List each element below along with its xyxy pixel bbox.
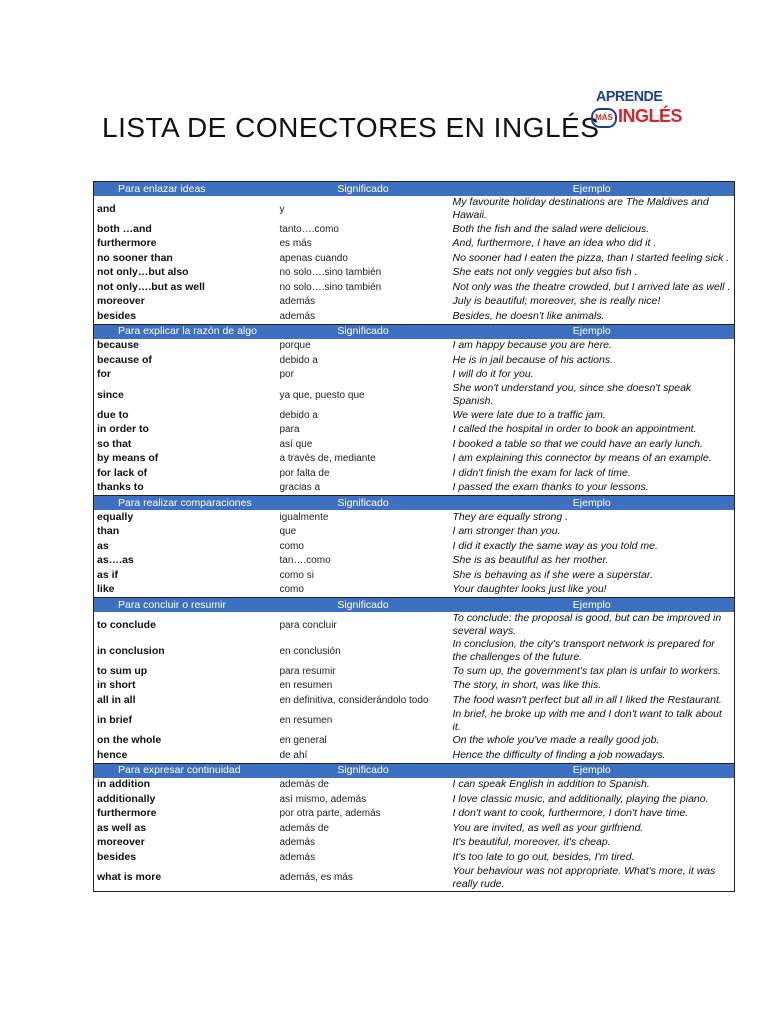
connector-meaning: como <box>279 584 304 596</box>
connector-row <box>94 807 735 822</box>
connector-term: for <box>97 368 111 381</box>
page-title: LISTA DE CONECTORES EN INGLÉS <box>102 112 600 143</box>
example-column-header: Ejemplo <box>450 598 735 613</box>
connector-row <box>94 525 735 540</box>
connector-meaning: no solo….sino también <box>279 281 382 293</box>
connector-example: She won't understand you, since she doesn't speak Spanish. <box>452 382 692 407</box>
connector-row <box>94 693 735 708</box>
connector-meaning: tanto….como <box>279 223 339 235</box>
connector-example: I booked a table so that we could have an early lunch. <box>452 437 703 450</box>
connector-example: I will do it for you. <box>452 368 534 381</box>
connector-row <box>94 778 735 793</box>
connector-term: as <box>97 539 109 552</box>
connector-meaning: y <box>279 203 285 215</box>
logo-line-2: INGLÉS <box>618 106 683 126</box>
connector-meaning: además <box>279 310 316 322</box>
connector-example: I can speak English in addition to Spanish. <box>452 778 650 791</box>
connector-example: To sum up, the government's tax plan is unfair to workers. <box>452 664 721 677</box>
connector-example: I didn't finish the exam for lack of time. <box>452 466 631 479</box>
connector-meaning: además de <box>279 779 329 791</box>
connector-example: She is behaving as if she were a superstar. <box>452 568 653 581</box>
connector-term: moreover <box>97 295 145 308</box>
brand-logo <box>590 88 683 138</box>
connector-term: no sooner than <box>97 251 173 264</box>
connector-example: It's beautiful, moreover, it's cheap. <box>452 836 611 849</box>
connector-example: July is beautiful; moreover, she is really nice! <box>452 295 661 308</box>
connector-term: not only…but also <box>97 266 189 279</box>
section-title: Para expresar continuidad <box>94 763 277 778</box>
connector-term: in short <box>97 679 136 692</box>
connector-meaning: así mismo, además <box>279 793 367 805</box>
connector-term: to conclude <box>97 618 156 631</box>
connector-row <box>94 423 735 438</box>
connector-meaning: en definitiva, considerándolo todo <box>279 694 429 706</box>
connector-meaning: gracias a <box>279 482 321 494</box>
connector-meaning: no solo….sino también <box>279 267 382 279</box>
connector-row <box>94 466 735 481</box>
connector-row <box>94 539 735 554</box>
connector-example: They are equally strong . <box>452 510 569 523</box>
connector-example: In brief, he broke up with me and I don't want to talk about it. <box>452 707 722 733</box>
connector-meaning: para concluir <box>279 619 337 631</box>
section-header <box>94 598 735 613</box>
logo-line-1: APRENDE <box>596 88 663 105</box>
connector-row <box>94 679 735 694</box>
connector-term: in brief <box>97 714 133 726</box>
connector-example: He is in jail because of his actions. <box>452 353 613 366</box>
meaning-column-header: Significado <box>277 598 450 613</box>
connector-meaning: igualmente <box>279 511 329 523</box>
connector-term: like <box>97 583 115 596</box>
connector-row <box>94 481 735 496</box>
section-title: Para enlazar ideas <box>94 182 277 197</box>
connector-meaning: por otra parte, además <box>279 808 381 820</box>
connector-term: for lack of <box>97 466 148 479</box>
connector-meaning: además, es más <box>277 865 450 892</box>
connector-meaning: porque <box>279 340 311 352</box>
connector-meaning: además de <box>279 822 329 834</box>
connector-meaning: además <box>279 837 316 849</box>
connector-meaning: que <box>279 526 297 538</box>
connector-term: besides <box>97 309 137 322</box>
connector-meaning: además <box>279 296 316 308</box>
connector-row <box>94 510 735 525</box>
connector-example: Your behaviour was not appropriate. What's more, it was really rude. <box>450 865 735 892</box>
connector-row <box>94 748 735 763</box>
connector-meaning: en resumen <box>279 715 333 726</box>
connector-row <box>94 568 735 583</box>
connector-term: what is more <box>94 865 277 892</box>
connector-example: You are invited, as well as your girlfriend. <box>452 821 644 834</box>
connector-term: because of <box>97 353 152 366</box>
connector-example: I did it exactly the same way as you told me. <box>452 539 658 552</box>
connector-row <box>94 821 735 836</box>
connector-example: I don't want to cook, furthermore, I don't have time. <box>452 807 689 820</box>
connector-example: I called the hospital in order to book an appointment. <box>452 423 697 436</box>
connector-example: I am explaining this connector by means of an example. <box>452 452 712 465</box>
connector-term: due to <box>97 408 129 421</box>
connector-term: thanks to <box>97 481 144 494</box>
connector-meaning: por <box>279 369 294 381</box>
connector-meaning: en resumen <box>279 680 333 692</box>
connector-meaning: ya que, puesto que <box>279 389 365 401</box>
connector-row <box>94 353 735 368</box>
connector-row <box>94 554 735 569</box>
connector-example: On the whole you've made a really good job. <box>452 734 660 747</box>
connector-meaning: así que <box>279 438 313 450</box>
connector-row <box>94 836 735 851</box>
connector-term: furthermore <box>97 237 157 250</box>
connector-term: besides <box>97 850 137 863</box>
connector-example: I love classic music, and additionally, playing the piano. <box>452 792 709 805</box>
connector-term: as well as <box>97 821 147 834</box>
connector-term: since <box>97 388 124 401</box>
example-column-header: Ejemplo <box>450 324 735 339</box>
connector-term: because <box>97 339 140 352</box>
connector-term: as if <box>97 568 119 581</box>
connector-example: Your daughter looks just like you! <box>452 583 607 596</box>
connector-term: as….as <box>97 554 134 567</box>
connector-example: To conclude: the proposal is good, but can be improved in several ways. <box>452 612 722 637</box>
connector-row <box>94 237 735 252</box>
connector-example: Both the fish and the salad were delicious. <box>452 222 650 235</box>
connector-term: not only….but as well <box>97 280 205 293</box>
connector-row <box>94 437 735 452</box>
connector-row <box>94 583 735 598</box>
connector-row <box>94 309 735 324</box>
connector-term: than <box>97 525 120 538</box>
connector-row <box>94 280 735 295</box>
section-header <box>94 496 735 511</box>
connector-row <box>94 708 735 734</box>
connector-term: and <box>97 202 116 215</box>
connector-row <box>94 251 735 266</box>
connector-meaning: para <box>279 424 300 436</box>
connector-meaning: para resumir <box>279 665 336 677</box>
connector-example: No sooner had I eaten the pizza, than I started feeling sick . <box>452 251 730 264</box>
connector-example: And, furthermore, I have an idea who did it . <box>452 237 657 250</box>
section-title: Para concluir o resumir <box>94 598 277 613</box>
connector-row <box>94 408 735 423</box>
connectors-table <box>93 181 735 892</box>
section-title: Para explicar la razón de algo <box>94 324 277 339</box>
connector-term: both …and <box>97 222 152 235</box>
connector-meaning: en general <box>279 735 327 747</box>
connector-example: I am stronger than you. <box>452 525 561 538</box>
section-title: Para realizar comparaciones <box>94 496 277 511</box>
connector-term: furthermore <box>97 807 157 820</box>
connector-row <box>94 664 735 679</box>
connector-row <box>94 339 735 354</box>
connector-example: I am happy because you are here. <box>452 339 612 352</box>
connector-example: My favourite holiday destinations are The Maldives and Hawaii. <box>452 196 709 221</box>
connector-term: moreover <box>97 836 145 849</box>
connector-example: I passed the exam thanks to your lessons. <box>452 481 649 494</box>
connector-row <box>94 266 735 281</box>
connector-row <box>94 368 735 383</box>
connector-example: In conclusion, the city's transport network is prepared for the challenges of the future. <box>452 638 715 663</box>
connector-term: so that <box>97 437 132 450</box>
meaning-column-header: Significado <box>277 182 450 197</box>
connector-meaning: debido a <box>279 409 318 421</box>
connector-term: in conclusion <box>97 644 165 657</box>
connector-row <box>94 222 735 237</box>
connector-example: The story, in short, was like this. <box>452 679 602 692</box>
connector-meaning: por falta de <box>279 467 330 479</box>
logo-speech-bubble: MÁS <box>591 108 617 128</box>
connector-term: hence <box>97 748 128 761</box>
connector-term: on the whole <box>97 734 162 747</box>
example-column-header: Ejemplo <box>450 763 735 778</box>
connector-meaning: apenas cuando <box>279 252 348 264</box>
section-header <box>94 182 735 197</box>
connector-meaning: de ahí <box>279 749 308 761</box>
section-header <box>94 763 735 778</box>
connector-example: Hence the difficulty of finding a job nowadays. <box>452 748 666 761</box>
connector-term: additionally <box>97 792 156 805</box>
connector-term: in order to <box>97 423 149 436</box>
connector-row <box>94 382 735 408</box>
connector-row <box>94 734 735 749</box>
connector-row <box>94 865 735 892</box>
connector-row <box>94 612 735 638</box>
connector-row <box>94 850 735 865</box>
connector-term: to sum up <box>97 664 148 677</box>
connector-term: by means of <box>97 452 159 465</box>
meaning-column-header: Significado <box>277 324 450 339</box>
connector-meaning: como si <box>279 569 314 581</box>
connector-meaning: en conclusión <box>279 645 341 657</box>
connector-example: The food wasn't perfect but all in all I liked the Restaurant. <box>452 693 722 706</box>
connector-meaning: tan….como <box>279 555 331 567</box>
connector-row <box>94 452 735 467</box>
example-column-header: Ejemplo <box>450 182 735 197</box>
connector-example: Besides, he doesn't like animals. <box>452 309 605 322</box>
connector-term: equally <box>97 510 134 523</box>
connector-example: She is as beautiful as her mother. <box>452 554 609 567</box>
connector-example: She eats not only veggies but also fish . <box>452 266 638 279</box>
connector-row <box>94 792 735 807</box>
section-header <box>94 324 735 339</box>
connector-example: It's too late to go out, besides, I'm tired. <box>452 850 635 863</box>
connector-example: Not only was the theatre crowded, but I arrived late as well . <box>452 280 731 293</box>
meaning-column-header: Significado <box>277 496 450 511</box>
connector-meaning: debido a <box>279 354 318 366</box>
connector-term: in addition <box>97 778 151 791</box>
connector-meaning: además <box>279 851 316 863</box>
connector-meaning: a través de, mediante <box>279 453 376 465</box>
connector-example: We were late due to a traffic jam. <box>452 408 606 421</box>
example-column-header: Ejemplo <box>450 496 735 511</box>
connector-meaning: como <box>279 540 304 552</box>
connector-row <box>94 196 735 222</box>
connector-term: all in all <box>97 693 136 706</box>
connector-row <box>94 295 735 310</box>
connector-row <box>94 638 735 664</box>
meaning-column-header: Significado <box>277 763 450 778</box>
connector-meaning: es más <box>279 238 312 250</box>
